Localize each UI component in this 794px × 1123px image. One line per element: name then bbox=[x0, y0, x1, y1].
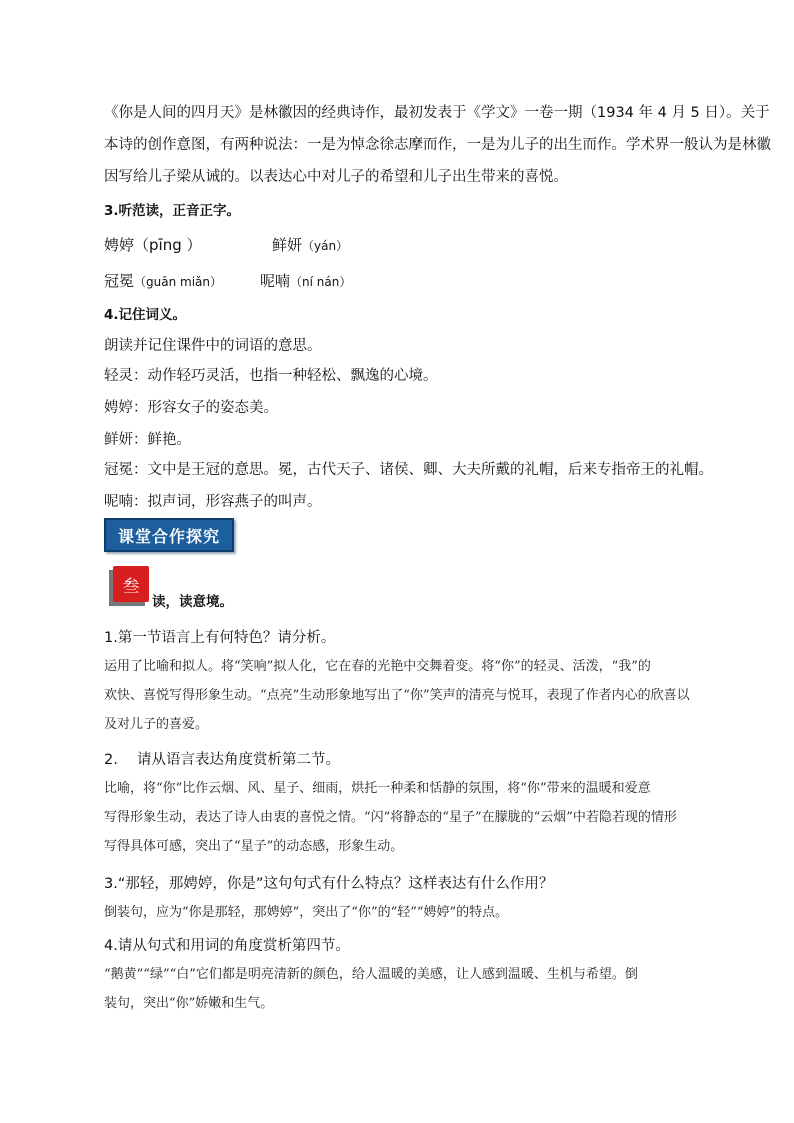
section-banner: 课堂合作探究 bbox=[104, 518, 234, 552]
pinyin-item-ninan bbox=[260, 270, 351, 291]
pinyin-item-guanmian bbox=[104, 270, 222, 291]
answer-line: 欢快、喜悦写得形象生动。“点亮”生动形象地写出了“你”笑声的清亮与悦耳，表现了作者内心的欣喜以 bbox=[104, 688, 690, 703]
pinyin-item-xianyan bbox=[272, 234, 348, 255]
question-3: 3.“那轻，那娉婷，你是”这句句式有什么特点？这样表达有什么作用？ bbox=[104, 876, 554, 892]
pinyin-reading: （yán） bbox=[302, 239, 349, 253]
section3-heading: 3.听范读，正音正字。 bbox=[104, 203, 241, 219]
section4-heading: 4.记住词义。 bbox=[104, 307, 187, 323]
answer-line: 装句，突出“你”娇嫩和生气。 bbox=[104, 996, 274, 1011]
answer-line: 写得具体可感，突出了“星子”的动态感，形象生动。 bbox=[104, 839, 404, 854]
badge-char: 叁 bbox=[122, 576, 140, 597]
pinyin-word: 冠冕 bbox=[104, 272, 135, 290]
answer-line: 比喻，将“你”比作云烟、风、星子、细雨，烘托一种柔和恬静的氛围，将“你”带来的温暖和爱意 bbox=[104, 781, 651, 796]
answer-1 bbox=[104, 652, 700, 739]
question-1: 1.第一节语言上有何特色？请分析。 bbox=[104, 630, 336, 646]
pinyin-item-pingting bbox=[104, 234, 202, 255]
section4-line: 冠冕：文中是王冠的意思。冕，古代天子、诸侯、卿、大夫所戴的礼帽，后来专指帝王的礼帽。 bbox=[104, 462, 713, 478]
intro-line-1: 《你是人间的四月天》是林徽因的经典诗作，最初发表于《学文》一卷一期（1934 年 4 月 5 日）。关于 bbox=[104, 105, 770, 121]
pinyin-word: 娉婷 bbox=[104, 236, 135, 254]
pinyin-reading: （pīng ） bbox=[134, 236, 202, 254]
intro-line-3: 因写给儿子梁从诫的。以表达心中对儿子的希望和儿子出生带来的喜悦。 bbox=[104, 169, 568, 185]
badge-heading: 读，读意境。 bbox=[152, 594, 233, 610]
section-badge bbox=[113, 566, 149, 602]
pinyin-word: 呢喃 bbox=[260, 272, 291, 290]
section4-line: 呢喃：拟声词，形容燕子的叫声。 bbox=[104, 494, 322, 510]
answer-4 bbox=[104, 960, 700, 1018]
section4-line: 娉婷：形容女子的姿态美。 bbox=[104, 400, 278, 416]
pinyin-reading: （guān miǎn） bbox=[134, 275, 222, 289]
pinyin-reading: （ní nán） bbox=[290, 275, 352, 289]
section4-line: 鲜妍：鲜艳。 bbox=[104, 432, 191, 448]
section4-line: 朗读并记住课件中的词语的意思。 bbox=[104, 338, 322, 354]
answer-line: 倒装句，应为“你是那轻，那娉婷”，突出了“你”的“轻”“娉婷”的特点。 bbox=[104, 905, 509, 920]
answer-3 bbox=[104, 898, 700, 927]
answer-line: “鹅黄”“绿”“白”它们都是明亮清新的颜色，给人温暖的美感，让人感到温暖、生机与希望。倒 bbox=[104, 967, 638, 982]
intro-line-2: 本诗的创作意图，有两种说法：一是为悼念徐志摩而作，一是为儿子的出生而作。学术界一般认为是林徽 bbox=[104, 137, 771, 153]
answer-2 bbox=[104, 774, 700, 861]
answer-line: 及对儿子的喜爱。 bbox=[104, 717, 209, 732]
section4-line: 轻灵：动作轻巧灵活，也指一种轻松、飘逸的心境。 bbox=[104, 368, 438, 384]
answer-line: 运用了比喻和拟人。将“笑响”拟人化，它在春的光艳中交舞着变。将“你”的轻灵、活泼，“我”的 bbox=[104, 659, 651, 674]
pinyin-word: 鲜妍 bbox=[272, 236, 303, 254]
answer-line: 写得形象生动，表达了诗人由衷的喜悦之情。“闪”将静态的“星子”在朦胧的“云烟”中若隐若现的情形 bbox=[104, 810, 677, 825]
question-4: 4.请从句式和用词的角度赏析第四节。 bbox=[104, 938, 350, 954]
question-2: 2. 请从语言表达角度赏析第二节。 bbox=[104, 752, 340, 768]
